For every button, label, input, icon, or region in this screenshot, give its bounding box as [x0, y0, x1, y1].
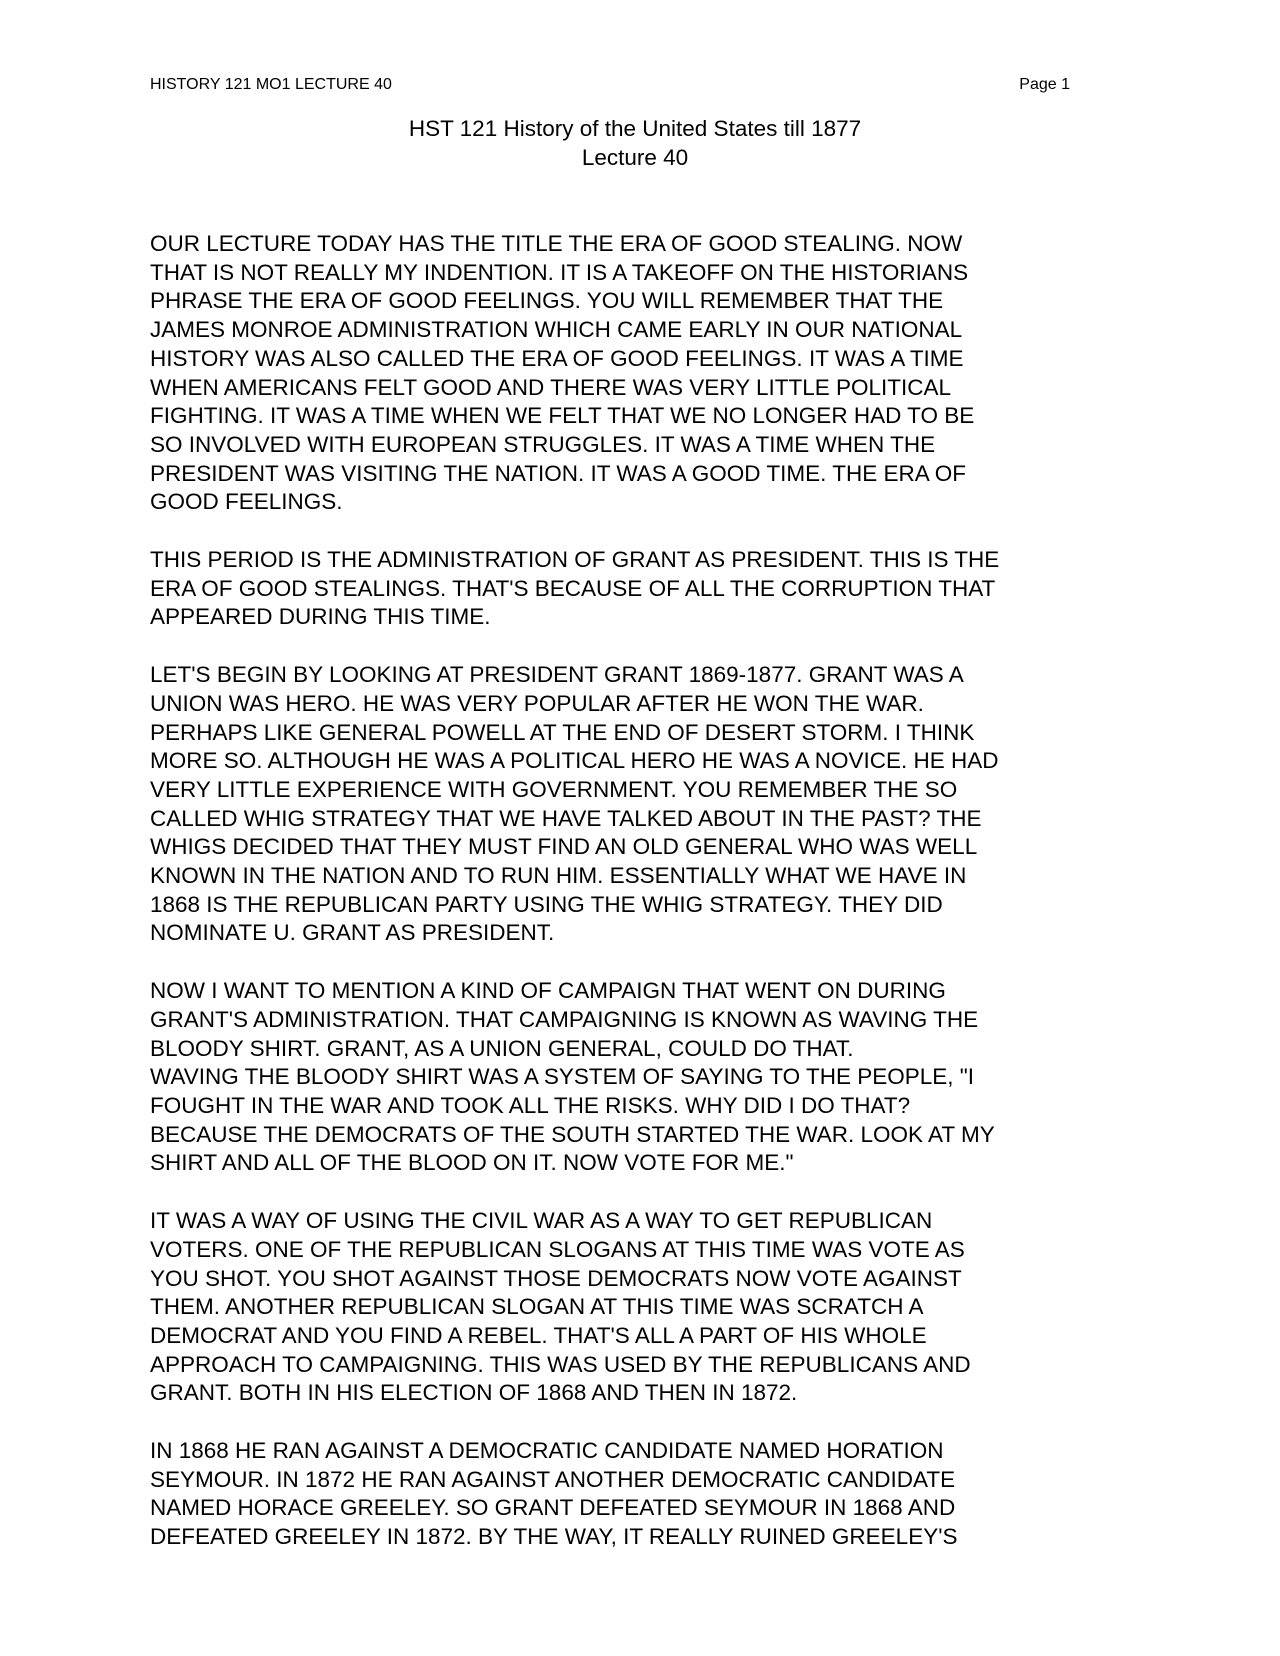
paragraph-line: GRANT. BOTH IN HIS ELECTION OF 1868 AND THEN IN 1872.	[150, 1380, 798, 1406]
paragraph-line: SEYMOUR. IN 1872 HE RAN AGAINST ANOTHER DEMOCRATIC CANDIDATE	[150, 1466, 956, 1492]
paragraph-line: APPEARED DURING THIS TIME.	[150, 604, 491, 630]
paragraph-line: NAMED HORACE GREELEY. SO GRANT DEFEATED SEYMOUR IN 1868 AND	[150, 1495, 956, 1521]
paragraph-line: FOUGHT IN THE WAR AND TOOK ALL THE RISKS. WHY DID I DO THAT?	[150, 1092, 911, 1118]
paragraph-line: 1868 IS THE REPUBLICAN PARTY USING THE WHIG STRATEGY. THEY DID	[150, 891, 943, 917]
paragraph	[150, 1207, 1130, 1408]
paragraph-line: BECAUSE THE DEMOCRATS OF THE SOUTH STARTED THE WAR. LOOK AT MY	[150, 1121, 995, 1147]
paragraph-line: HISTORY WAS ALSO CALLED THE ERA OF GOOD FEELINGS. IT WAS A TIME	[150, 345, 964, 371]
paragraph	[150, 1437, 1130, 1552]
paragraph	[150, 977, 1130, 1178]
paragraph-line: WHEN AMERICANS FELT GOOD AND THERE WAS VERY LITTLE POLITICAL	[150, 374, 952, 400]
lecture-body	[150, 230, 1130, 1581]
paragraph-line: UNION WAS HERO. HE WAS VERY POPULAR AFTER HE WON THE WAR.	[150, 690, 924, 716]
paragraph-line: NOMINATE U. GRANT AS PRESIDENT.	[150, 920, 555, 946]
paragraph-line: FIGHTING. IT WAS A TIME WHEN WE FELT THAT WE NO LONGER HAD TO BE	[150, 403, 975, 429]
paragraph-line: PERHAPS LIKE GENERAL POWELL AT THE END OF DESERT STORM. I THINK	[150, 719, 975, 745]
paragraph-line: IT WAS A WAY OF USING THE CIVIL WAR AS A WAY TO GET REPUBLICAN	[150, 1208, 933, 1234]
paragraph-line: PRESIDENT WAS VISITING THE NATION. IT WAS A GOOD TIME. THE ERA OF	[150, 460, 966, 486]
paragraph-line: IN 1868 HE RAN AGAINST A DEMOCRATIC CANDIDATE NAMED HORATION	[150, 1438, 944, 1464]
paragraph-line: THEM. ANOTHER REPUBLICAN SLOGAN AT THIS TIME WAS SCRATCH A	[150, 1294, 924, 1320]
title-line-lecture: Lecture 40	[581, 145, 689, 170]
paragraph	[150, 546, 1130, 632]
page-number: Page 1	[1019, 76, 1070, 93]
paragraph-line: DEFEATED GREELEY IN 1872. BY THE WAY, IT REALLY RUINED GREELEY'S	[150, 1524, 958, 1550]
title-line-course: HST 121 History of the United States till 1877	[408, 116, 862, 141]
paragraph-line: APPROACH TO CAMPAIGNING. THIS WAS USED BY THE REPUBLICANS AND	[150, 1351, 971, 1377]
paragraph-line: ERA OF GOOD STEALINGS. THAT'S BECAUSE OF ALL THE CORRUPTION THAT	[150, 575, 996, 601]
paragraph-line: THIS PERIOD IS THE ADMINISTRATION OF GRANT AS PRESIDENT. THIS IS THE	[150, 547, 1000, 573]
paragraph-line: WAVING THE BLOODY SHIRT WAS A SYSTEM OF SAYING TO THE PEOPLE, "I	[150, 1064, 975, 1090]
paragraph-line: YOU SHOT. YOU SHOT AGAINST THOSE DEMOCRATS NOW VOTE AGAINST	[150, 1265, 962, 1291]
paragraph-line: VOTERS. ONE OF THE REPUBLICAN SLOGANS AT THIS TIME WAS VOTE AS	[150, 1236, 965, 1262]
paragraph	[150, 661, 1130, 948]
paragraph-line: VERY LITTLE EXPERIENCE WITH GOVERNMENT. YOU REMEMBER THE SO	[150, 776, 958, 802]
paragraph-line: NOW I WANT TO MENTION A KIND OF CAMPAIGN THAT WENT ON DURING	[150, 978, 946, 1004]
running-header	[150, 74, 1070, 96]
paragraph	[150, 230, 1130, 517]
paragraph-line: OUR LECTURE TODAY HAS THE TITLE THE ERA OF GOOD STEALING. NOW	[150, 231, 963, 256]
paragraph-line: JAMES MONROE ADMINISTRATION WHICH CAME EARLY IN OUR NATIONAL	[150, 317, 963, 343]
paragraph-line: BLOODY SHIRT. GRANT, AS A UNION GENERAL, COULD DO THAT.	[150, 1035, 854, 1061]
paragraph-line: DEMOCRAT AND YOU FIND A REBEL. THAT'S ALL A PART OF HIS WHOLE	[150, 1322, 927, 1348]
paragraph-line: GOOD FEELINGS.	[150, 489, 343, 515]
paragraph-line: PHRASE THE ERA OF GOOD FEELINGS. YOU WILL REMEMBER THAT THE	[150, 288, 944, 314]
header-course-label: HISTORY 121 MO1 LECTURE 40	[150, 76, 392, 93]
paragraph-line: GRANT'S ADMINISTRATION. THAT CAMPAIGNING IS KNOWN AS WAVING THE	[150, 1006, 979, 1032]
paragraph-line: MORE SO. ALTHOUGH HE WAS A POLITICAL HERO HE WAS A NOVICE. HE HAD	[150, 748, 999, 774]
paragraph-line: KNOWN IN THE NATION AND TO RUN HIM. ESSENTIALLY WHAT WE HAVE IN	[150, 863, 967, 889]
paragraph-line: THAT IS NOT REALLY MY INDENTION. IT IS A TAKEOFF ON THE HISTORIANS	[150, 259, 969, 285]
document-title	[150, 114, 1120, 172]
paragraph-line: LET'S BEGIN BY LOOKING AT PRESIDENT GRANT 1869-1877. GRANT WAS A	[150, 662, 964, 688]
paragraph-line: SO INVOLVED WITH EUROPEAN STRUGGLES. IT WAS A TIME WHEN THE	[150, 431, 936, 457]
paragraph-line: SHIRT AND ALL OF THE BLOOD ON IT. NOW VOTE FOR ME."	[150, 1150, 794, 1176]
paragraph-line: WHIGS DECIDED THAT THEY MUST FIND AN OLD GENERAL WHO WAS WELL	[150, 834, 978, 860]
paragraph-line: CALLED WHIG STRATEGY THAT WE HAVE TALKED ABOUT IN THE PAST? THE	[150, 805, 982, 831]
